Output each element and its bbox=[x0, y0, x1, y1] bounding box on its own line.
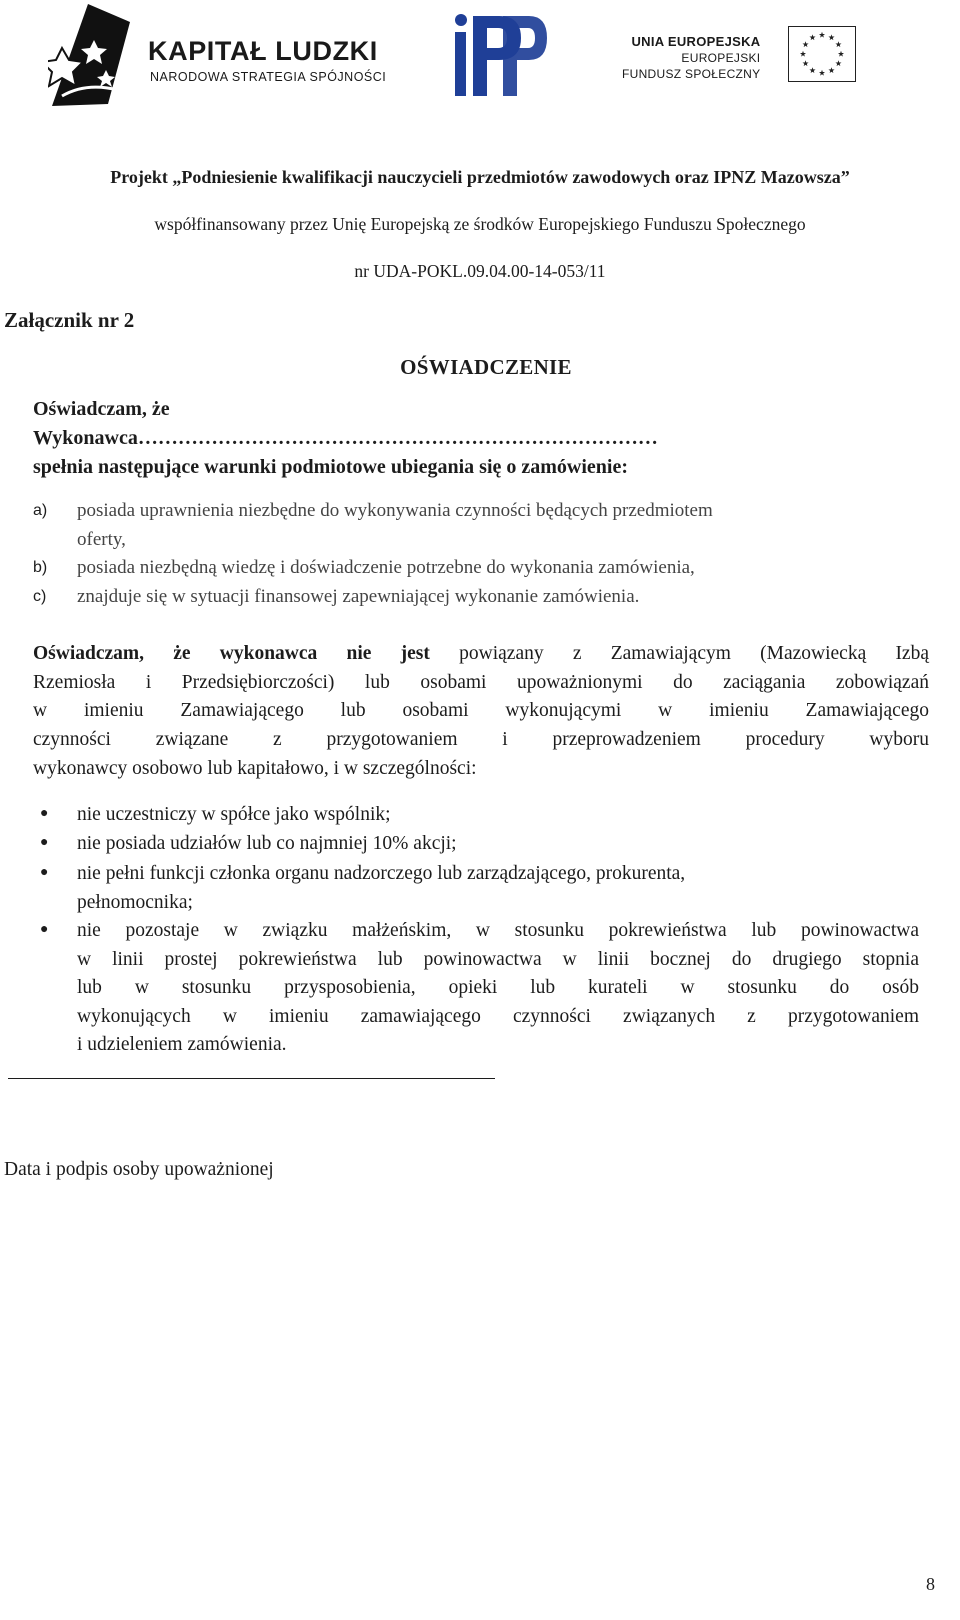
list-item-text: znajduje się w sytuacji finansowej zapewniającej wykonanie zamówienia. bbox=[77, 586, 640, 607]
annex-label: Załącznik nr 2 bbox=[4, 308, 135, 332]
eu-flag-stars-icon bbox=[788, 26, 856, 82]
bullet-dot-icon: ● bbox=[40, 865, 49, 880]
paragraph-line: czynności związane z przygotowaniem i przeprowadzeniem procedury wyboru bbox=[33, 729, 929, 751]
signature-label: Data i podpis osoby upoważnionej bbox=[4, 1159, 274, 1180]
irp-monogram-icon bbox=[455, 12, 547, 98]
kapital-ludzki-subtitle: NARODOWA STRATEGIA SPÓJNOŚCI bbox=[150, 70, 387, 84]
project-number: nr UDA-POKL.09.04.00-14-053/11 bbox=[354, 261, 606, 281]
conditions-intro: spełnia następujące warunki podmiotowe ubiegania się o zamówienie: bbox=[33, 456, 629, 478]
declaration-intro: Oświadczam, że bbox=[33, 398, 170, 420]
paragraph-bold-lead: Oświadczam, że wykonawca nie jest bbox=[33, 643, 430, 664]
bullet-item bbox=[77, 860, 919, 917]
eu-logo-text bbox=[622, 33, 760, 82]
paragraph-line-rest: powiązany z Zamawiającym (Mazowiecką Izbą bbox=[429, 643, 929, 664]
bullet-line: wykonujących w imieniu zamawiającego czynności związanych z przygotowaniem bbox=[77, 1005, 919, 1027]
bullet-line: nie uczestniczy w spółce jako wspólnik; bbox=[77, 804, 391, 825]
bullet-line: w linii prostej pokrewieństwa lub powinowactwa w linii bocznej do drugiego stopnia bbox=[77, 948, 919, 970]
kapital-ludzki-title: KAPITAŁ LUDZKI bbox=[148, 36, 378, 66]
bullet-line: nie posiada udziałów lub co najmniej 10% akcji; bbox=[77, 833, 457, 854]
paragraph-line bbox=[33, 640, 929, 669]
paragraph-line: w imieniu Zamawiającego lub osobami wykonującymi w imieniu Zamawiającego bbox=[33, 700, 929, 722]
bullet-line: lub w stosunku przysposobienia, opieki lub kurateli w stosunku do osób bbox=[77, 977, 919, 999]
bullet-dot-icon: ● bbox=[40, 922, 49, 937]
bullet-item bbox=[77, 917, 919, 1060]
document-title: OŚWIADCZENIE bbox=[400, 355, 572, 379]
contractor-line: Wykonawca…………………………………………………………………… bbox=[33, 427, 658, 449]
bullet-item bbox=[77, 801, 919, 830]
bullet-item bbox=[77, 830, 919, 859]
signature-line bbox=[8, 1078, 495, 1079]
star-swoosh-icon bbox=[48, 2, 130, 110]
eu-line-3: FUNDUSZ SPOŁECZNY bbox=[622, 67, 761, 81]
list-item-text: posiada uprawnienia niezbędne do wykonywania czynności będących przedmiotem bbox=[77, 500, 713, 521]
project-title: Projekt „Podniesienie kwalifikacji nauczycieli przedmiotów zawodowych oraz IPNZ Mazowsza” bbox=[110, 167, 850, 187]
bullet-dot-icon: ● bbox=[40, 806, 49, 821]
list-item-letter: b) bbox=[33, 559, 48, 576]
list-item-letter: a) bbox=[33, 502, 48, 519]
paragraph-line: wykonawcy osobowo lub kapitałowo, i w szczególności: bbox=[33, 757, 477, 779]
bullet-line: pełnomocnika; bbox=[77, 891, 193, 913]
page-number: 8 bbox=[926, 1574, 935, 1594]
eu-line-1: UNIA EUROPEJSKA bbox=[631, 34, 761, 49]
list-item-letter: c) bbox=[33, 588, 47, 605]
list-item-text: posiada niezbędną wiedzę i doświadczenie potrzebne do wykonania zamówienia, bbox=[77, 557, 695, 578]
paragraph-line: Rzemiosła i Przedsiębiorczości) lub osobami upoważnionymi do zaciągania zobowiązań bbox=[33, 671, 929, 693]
eu-line-2: EUROPEJSKI bbox=[681, 51, 761, 65]
bullet-line: nie pozostaje w związku małżeńskim, w stosunku pokrewieństwa lub powinowactwa bbox=[77, 920, 919, 941]
cofinancing-line: współfinansowany przez Unię Europejską ze środków Europejskiego Funduszu Społecznego bbox=[154, 214, 806, 234]
bullet-line: i udzieleniem zamówienia. bbox=[77, 1034, 287, 1056]
list-item-text: oferty, bbox=[77, 529, 126, 550]
bullet-dot-icon: ● bbox=[40, 835, 49, 850]
bullet-line: nie pełni funkcji członka organu nadzorczego lub zarządzającego, prokurenta, bbox=[77, 863, 686, 884]
declaration-paragraph bbox=[33, 640, 929, 783]
